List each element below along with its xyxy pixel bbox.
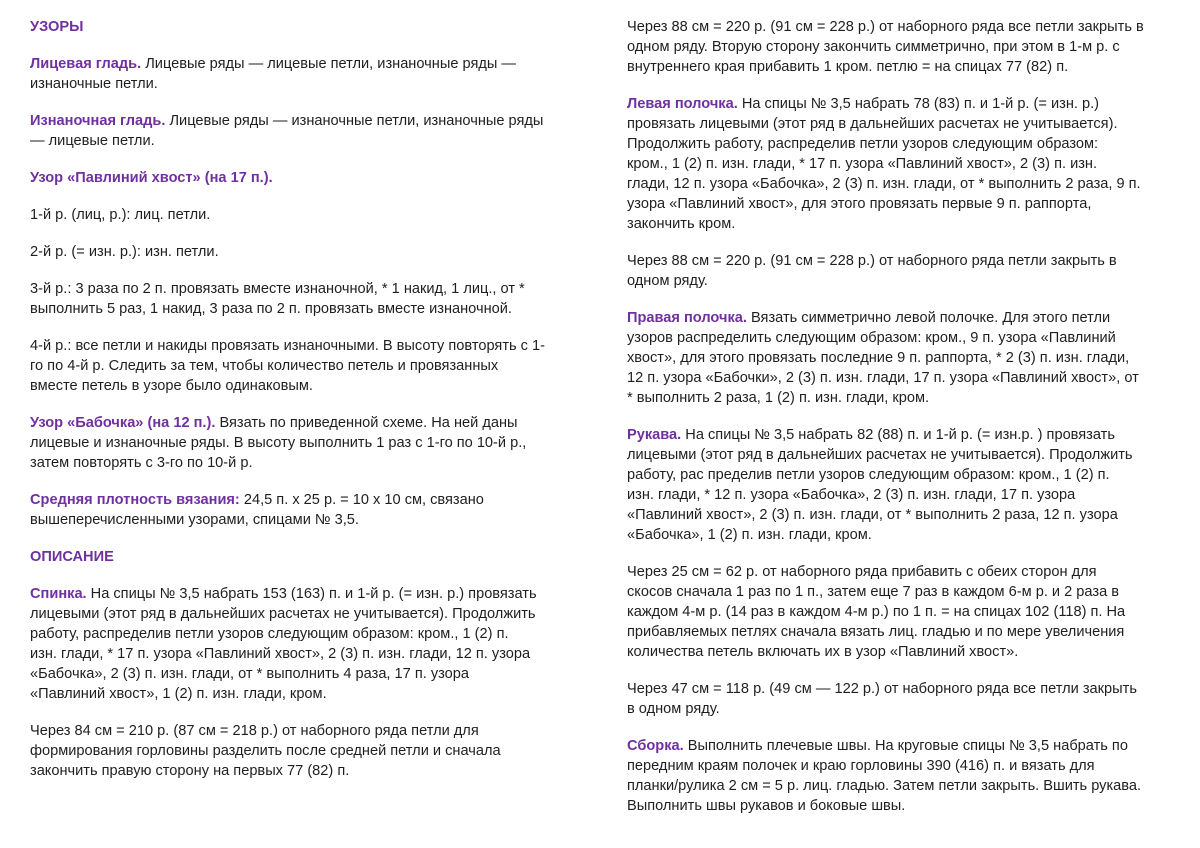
text-line: 3-й р.: 3 раза по 2 п. провязать вместе изнаночной, * 1 накид, 1 лиц., от *	[30, 281, 525, 297]
paragraph-peacock-title	[30, 168, 578, 188]
text-line: одном ряду.	[627, 273, 708, 289]
paragraph-title: Рукава.	[627, 427, 682, 443]
text-span: Выполнить плечевые швы. На круговые спицы № 3,5 набрать по	[683, 738, 1128, 754]
paragraph-back	[30, 584, 578, 704]
paragraph-title: Левая полочка.	[627, 96, 738, 112]
text-line: лицевыми (этот ряд в дальнейших расчетах не учитывается). Продолжить	[30, 606, 536, 622]
text-span: Лицевые ряды — лицевые петли, изнаночные ряды —	[141, 56, 516, 72]
text-line: вместе петель в узоре было одинаковым.	[30, 378, 313, 394]
paragraph-title: Спинка.	[30, 586, 87, 602]
text-line: планки/рулика 2 см = 5 р. лиц. гладью. Затем петли закрыть. Вшить рукава.	[627, 778, 1142, 794]
text-line: в одном ряду.	[627, 701, 720, 717]
text-line: глади, 12 п. узора «Бабочка», 2 (3) п. изн. глади, от * выполнить 2 раза, 9 п.	[627, 176, 1141, 192]
paragraph-right-front	[627, 308, 1172, 408]
text-line: провязать лицевыми (этот ряд в дальнейших расчетах не учитывается).	[627, 116, 1118, 132]
text-line: хвост», для этого провязать последние 9 п. раппорта, * 2 (3) п. изн. глади,	[627, 350, 1130, 366]
paragraph-left-front-finish	[627, 251, 1172, 291]
text-line	[30, 490, 578, 510]
right-column	[627, 17, 1172, 833]
text-line: — лицевые петли.	[30, 133, 155, 149]
paragraph-butterfly	[30, 413, 578, 473]
left-column	[30, 17, 578, 798]
text-line	[627, 308, 1172, 328]
section-heading-description: ОПИСАНИЕ	[30, 549, 114, 565]
text-line: «Павлиний хвост», 1 (2) п. изн. глади, кром.	[30, 686, 327, 702]
text-line: закончить кром.	[627, 216, 736, 232]
text-line: закончить правую сторону на первых 77 (82) п.	[30, 763, 350, 779]
paragraph-sleeve-increases	[627, 562, 1172, 662]
text-line: «Павлиний хвост», 2 (3) п. изн. глади, от * выполнить 2 раза, 12 п. узора	[627, 507, 1118, 523]
text-line: Продолжить работу, распределив петли узоров следующим образом:	[627, 136, 1099, 152]
text-line: работу, рас пределив петли узоров следующим образом: кром., 1 (2) п.	[627, 467, 1110, 483]
text-line: скосов сначала 1 раз по 1 п., затем еще 7 раз в каждом 6-м р. и 2 раза в	[627, 584, 1119, 600]
paragraph-title: Узор «Павлиний хвост» (на 17 п.).	[30, 170, 273, 186]
text-span: На спицы № 3,5 набрать 78 (83) п. и 1-й р. (= изн. р.)	[737, 96, 1100, 112]
text-line: * выполнить 2 раза, 1 (2) п. изн. глади, кром.	[627, 390, 930, 406]
text-line: внутреннего края прибавить 1 кром. петлю = на спицах 77 (82) п.	[627, 59, 1069, 75]
text-line: вышеперечисленными узорами, спицами № 3,5.	[30, 512, 359, 528]
text-span: На спицы № 3,5 набрать 82 (88) п. и 1-й р. (= изн.р. ) провязать	[681, 427, 1115, 443]
text-line: одном ряду. Вторую сторону закончить симметрично, при этом в 1-м р. с	[627, 39, 1120, 55]
text-line	[627, 425, 1172, 445]
text-line: затем повторять с 3-го по 10-й р.	[30, 455, 253, 471]
text-line: лицевые и изнаночные ряды. В высоту выполнить 1 раз с 1-го по 10-й р.,	[30, 435, 527, 451]
text-line: передним краям полочек и краю горловины 390 (416) п. и вязать для	[627, 758, 1095, 774]
text-line: прибавляемых петлях сначала вязать лиц. гладью и по мере увеличения	[627, 624, 1125, 640]
text-span: На спицы № 3,5 набрать 153 (163) п. и 1-й р. (= изн. р.) провязать	[86, 586, 537, 602]
paragraph-back-neckline	[30, 721, 578, 781]
paragraph-row-2	[30, 242, 578, 262]
text-line: Через 84 см = 210 р. (87 см = 218 р.) от наборного ряда петли для	[30, 723, 479, 739]
text-line: Через 47 см = 118 р. (49 см — 122 р.) от наборного ряда все петли закрыть	[627, 681, 1137, 697]
paragraph-reverse-stockinette	[30, 111, 578, 151]
text-line: Через 25 см = 62 р. от наборного ряда прибавить с обеих сторон для	[627, 564, 1097, 580]
text-line: узора «Павлиний хвост», для этого провязать первые 9 п. раппорта,	[627, 196, 1092, 212]
paragraph-title: Узор «Бабочка» (на 12 п.).	[30, 415, 216, 431]
paragraph-sleeve-finish	[627, 679, 1172, 719]
text-line: выполнить 5 раз, 1 накид, 3 раза по 2 п. провязать вместе изнаночной.	[30, 301, 512, 317]
paragraph-assembly	[627, 736, 1172, 816]
paragraph-stockinette	[30, 54, 578, 94]
paragraph-title: Правая полочка.	[627, 310, 747, 326]
text-line: Через 88 см = 220 р. (91 см = 228 р.) от наборного ряда все петли закрыть в	[627, 19, 1144, 35]
text-line: узоров распределить следующим образом: кром., 9 п. узора «Павлиний	[627, 330, 1116, 346]
text-span: Вязать симметрично левой полочке. Для этого петли	[746, 310, 1111, 326]
text-line: 12 п. узора «Бабочки», 2 (3) п. изн. глади, 17 п. узора «Павлиний хвост», от	[627, 370, 1139, 386]
text-line: «Бабочка», 1 (2) п. изн. глади, кром.	[627, 527, 872, 543]
text-line: «Бабочка», 2 (3) п. изн. глади, от * выполнить 4 раза, 17 п. узора	[30, 666, 470, 682]
text-line: го по 4-й р. Следить за тем, чтобы количество петель и провязанных	[30, 358, 499, 374]
text-span: Вязать по приведенной схеме. На ней даны	[215, 415, 518, 431]
text-line: Через 88 см = 220 р. (91 см = 228 р.) от наборного ряда петли закрыть в	[627, 253, 1117, 269]
text-line: работу, распределив петли узоров следующим образом: кром., 1 (2) п.	[30, 626, 509, 642]
text-line: 4-й р.: все петли и накиды провязать изнаночными. В высоту повторять с 1-	[30, 338, 545, 354]
paragraph-title: Средняя плотность вязания:	[30, 492, 240, 508]
paragraph-row-4	[30, 336, 578, 396]
text-line: кром., 1 (2) п. изн. глади, * 17 п. узора «Павлиний хвост», 2 (3) п. изн.	[627, 156, 1098, 172]
paragraph-title: Изнаночная гладь.	[30, 113, 166, 129]
text-line: формирования горловины разделить после средней петли и сначала	[30, 743, 501, 759]
paragraph-sleeves	[627, 425, 1172, 545]
text-line: количества петель включать их в узор «Павлиний хвост».	[627, 644, 1019, 660]
paragraph-left-front	[627, 94, 1172, 234]
text-line	[30, 111, 578, 131]
paragraph-back-finish	[627, 17, 1172, 77]
text-line	[30, 54, 578, 74]
paragraph-row-1	[30, 205, 578, 225]
text-line	[30, 413, 578, 433]
paragraph-row-3	[30, 279, 578, 319]
text-line	[627, 736, 1172, 756]
paragraph-title: Сборка.	[627, 738, 684, 754]
text-line	[627, 94, 1172, 114]
text-line: изнаночные петли.	[30, 76, 158, 92]
text-line: 1-й р. (лиц, р.): лиц. петли.	[30, 207, 211, 223]
text-line: Выполнить швы рукавов и боковые швы.	[627, 798, 906, 814]
text-line: каждом 4-м р. (14 раз в каждом 4-м р.) по 1 п. = на спицах 102 (118) п. На	[627, 604, 1126, 620]
text-line: изн. глади, * 17 п. узора «Павлиний хвост», 2 (3) п. изн. глади, 12 п. узора	[30, 646, 531, 662]
text-line	[30, 584, 578, 604]
text-line: изн. глади, * 12 п. узора «Бабочка», 2 (3) п. изн. глади, 17 п. узора	[627, 487, 1076, 503]
text-span: 24,5 п. х 25 р. = 10 х 10 см, связано	[239, 492, 484, 508]
section-heading-patterns: УЗОРЫ	[30, 19, 84, 35]
text-line: лицевыми (этот ряд в дальнейших расчетах не учитывается). Продолжить	[627, 447, 1133, 463]
paragraph-title: Лицевая гладь.	[30, 56, 142, 72]
text-span: Лицевые ряды — изнаночные петли, изнаночные ряды	[165, 113, 544, 129]
text-line: 2-й р. (= изн. р.): изн. петли.	[30, 244, 219, 260]
paragraph-gauge	[30, 490, 578, 530]
